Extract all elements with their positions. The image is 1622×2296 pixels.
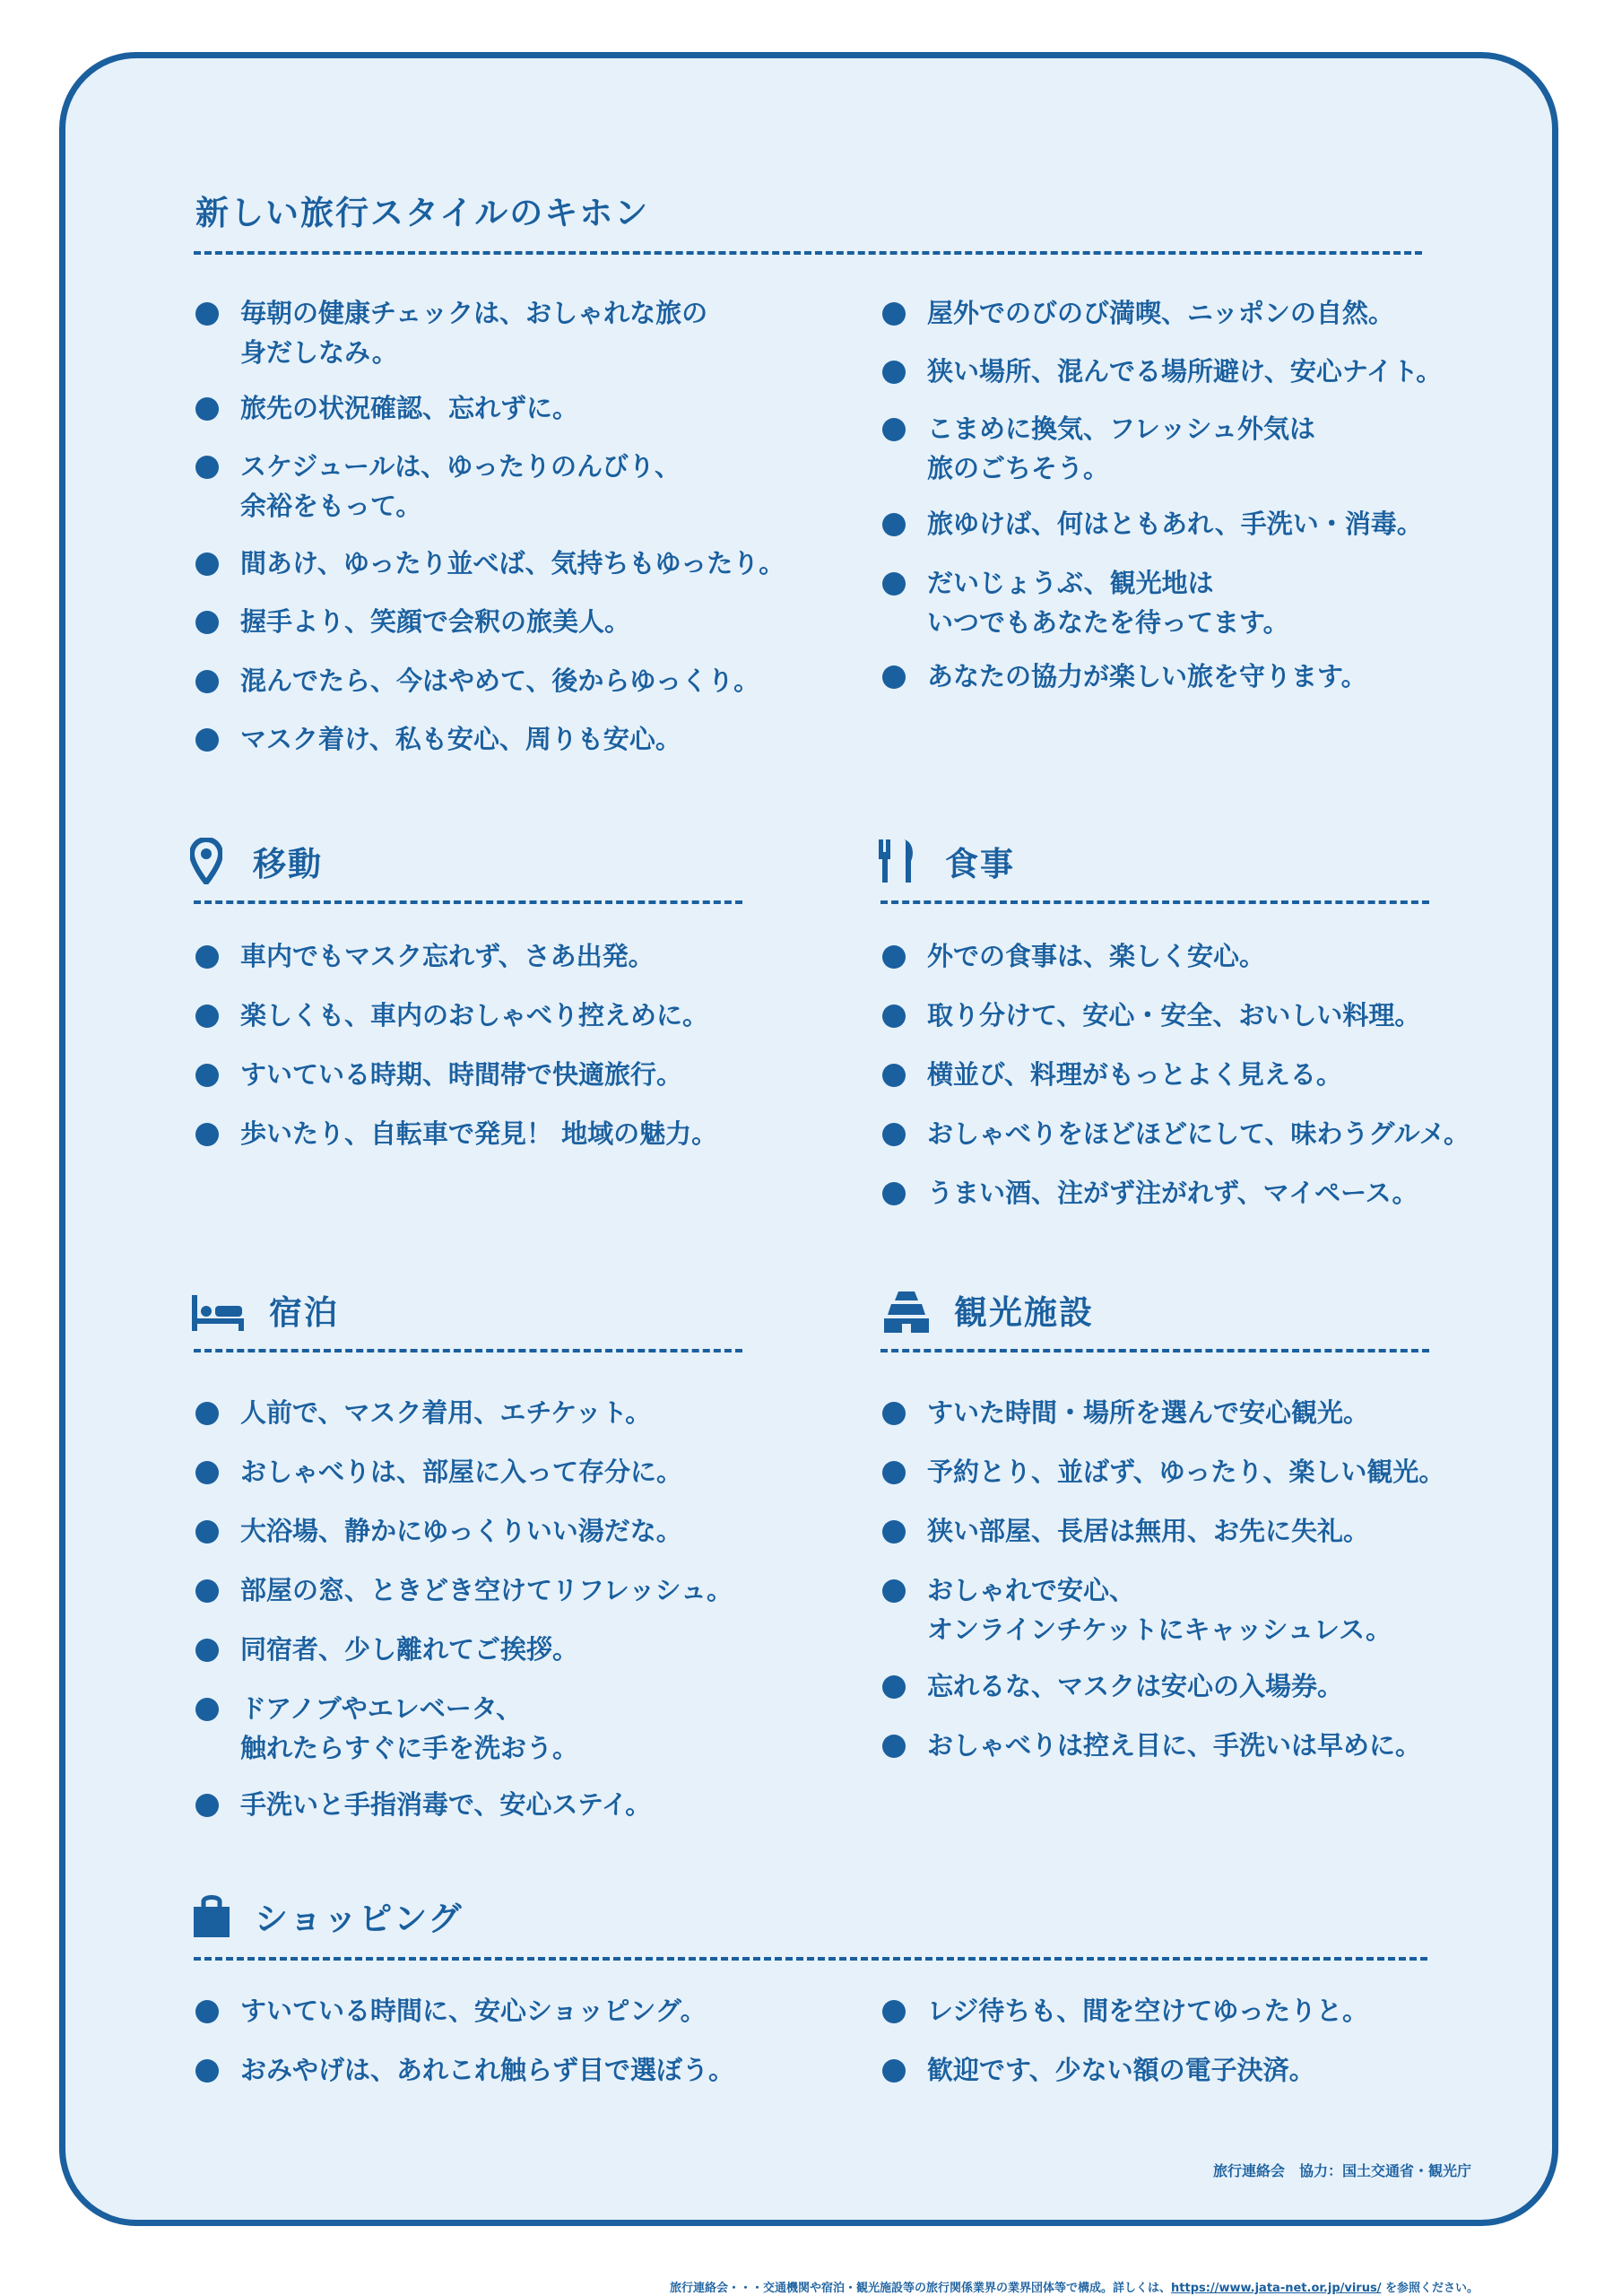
bullet-icon [882, 1123, 906, 1146]
main-section-divider [194, 251, 1422, 255]
bullet-icon [882, 1182, 906, 1205]
bullet-icon [195, 1579, 219, 1603]
map-pin-icon [190, 838, 222, 884]
bullet-icon [195, 2059, 219, 2083]
bullet-icon [882, 665, 906, 689]
kanko-section-title: 観光施設 [954, 1293, 1094, 1332]
bullet-icon [195, 1639, 219, 1662]
footnote [670, 2278, 1479, 2295]
fork-knife-icon [877, 838, 920, 884]
bullet-icon [882, 1675, 906, 1699]
bullet-icon [882, 2059, 906, 2083]
footnote-url[interactable]: https://www.jata-net.or.jp/virus/ [1171, 2282, 1382, 2295]
bullet-icon [195, 552, 219, 576]
bullet-icon [195, 2000, 219, 2023]
bullet-icon [195, 1520, 219, 1544]
bullet-icon [882, 418, 906, 441]
bullet-icon [882, 361, 906, 384]
bullet-icon [882, 1735, 906, 1758]
bullet-icon [195, 397, 219, 421]
bullet-icon [882, 302, 906, 326]
bullet-icon [195, 1402, 219, 1425]
bullet-icon [195, 1064, 219, 1087]
bullet-icon [195, 670, 219, 693]
footnote-text: 旅行連絡会・・・交通機関や宿泊・観光施設等の旅行関係業界の業界団体等で構成。詳しくは、 [670, 2282, 1172, 2295]
bullet-icon [882, 2000, 906, 2023]
bullet-icon [882, 1064, 906, 1087]
shopping-section-title: ショッピング [255, 1900, 464, 1938]
credit-line: 旅行連絡会 協力：国土交通省・観光庁 [1212, 2162, 1471, 2179]
shokuji-section-title: 食事 [945, 845, 1015, 883]
castle-icon [882, 1288, 931, 1335]
main-section-title: 新しい旅行スタイルのキホン [195, 194, 650, 232]
bullet-icon [882, 1520, 906, 1544]
shokuji-section-divider [880, 900, 1429, 904]
bed-icon [190, 1293, 246, 1333]
bullet-icon [882, 1579, 906, 1603]
footnote-tail: を参照ください。 [1381, 2282, 1479, 2295]
bullet-icon [195, 302, 219, 326]
bullet-icon [882, 945, 906, 969]
bullet-icon [195, 611, 219, 634]
shopping-section-divider [194, 1957, 1427, 1961]
bullet-icon [882, 1004, 906, 1028]
bullet-icon [882, 513, 906, 536]
bullet-icon [195, 945, 219, 969]
bullet-icon [195, 1461, 219, 1484]
bullet-icon [882, 1402, 906, 1425]
bullet-icon [195, 1004, 219, 1028]
bullet-icon [195, 1698, 219, 1721]
bullet-icon [882, 572, 906, 596]
shopping-bag-icon [192, 1892, 231, 1939]
idou-section-divider [194, 900, 742, 904]
shukuhaku-section-title: 宿泊 [269, 1293, 339, 1332]
kanko-section-divider [880, 1349, 1429, 1352]
shukuhaku-section-divider [194, 1349, 742, 1352]
bullet-icon [195, 728, 219, 752]
bullet-icon [195, 1794, 219, 1817]
bullet-icon [195, 1123, 219, 1146]
bullet-icon [882, 1461, 906, 1484]
bullet-icon [195, 456, 219, 479]
idou-section-title: 移動 [253, 845, 323, 883]
